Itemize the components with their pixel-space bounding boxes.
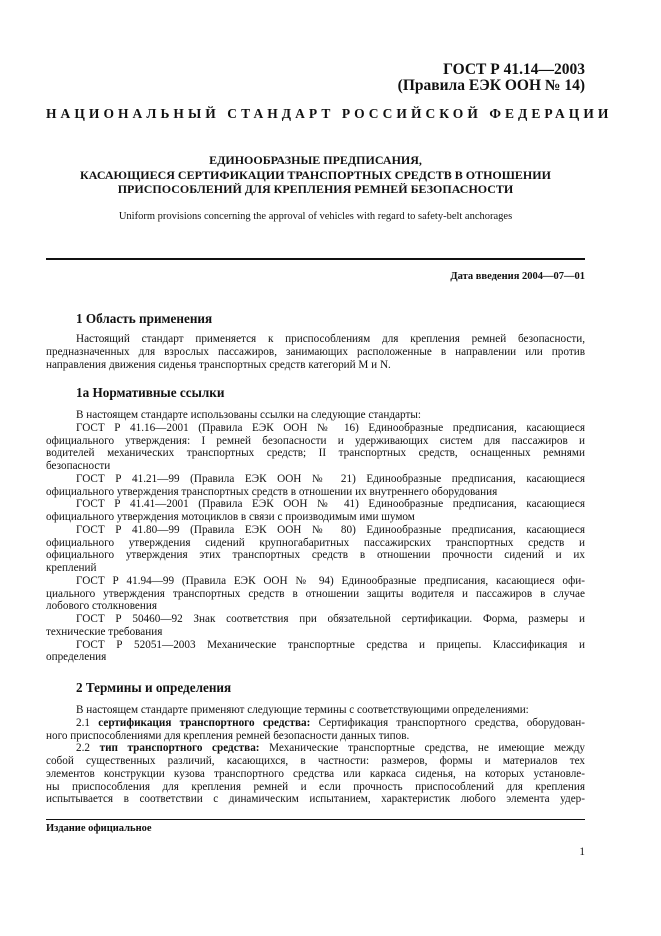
page-number: 1 bbox=[579, 846, 585, 858]
header-divider bbox=[46, 258, 585, 260]
reference-line: ГОСТ Р 41.80—99 (Правила ЕЭК ООН № 80) Единообразные предписания, касающиеся bbox=[76, 523, 585, 536]
definition-line bbox=[46, 717, 585, 730]
standard-designation bbox=[398, 62, 585, 94]
reference-line: ГОСТ Р 52051—2003 Механические транспортные средства и прицепы. Классификация и bbox=[76, 638, 585, 651]
reference-line: ГОСТ Р 41.94—99 (Правила ЕЭК ООН № 94) Единообразные предписания, касающиеся офи- bbox=[76, 574, 585, 587]
definition-term: тип транспортного средства: bbox=[99, 742, 260, 755]
definition-text: Механические транспортные средства, не имеющие между bbox=[269, 742, 586, 755]
text-line: технические требования bbox=[46, 625, 163, 638]
text-line: Настоящий стандарт применяется к приспособлениям для крепления ремней безопасности, bbox=[76, 333, 585, 345]
text-line: водителей механических транспортных средств; II транспортных средств, оснащенных ремнями bbox=[46, 447, 585, 460]
text-line: В настоящем стандарте использованы ссылки на следующие стандарты: bbox=[76, 409, 421, 421]
text-line: официального утверждения транспортных средств в отношении их внутреннего оборудования bbox=[46, 485, 498, 498]
title-line-1: ЕДИНООБРАЗНЫЕ ПРЕДПИСАНИЯ, bbox=[209, 153, 422, 167]
text-line: ны приспособления для крепления ремней и если прочность приспособлений для крепления bbox=[46, 780, 585, 793]
document-title bbox=[46, 153, 585, 197]
reference-line: ГОСТ Р 41.21—99 (Правила ЕЭК ООН № 21) Единообразные предписания, касающиеся bbox=[76, 472, 585, 485]
section-2-body bbox=[46, 704, 585, 806]
section-1a-body bbox=[46, 409, 585, 664]
text-line: собой существенных различий, касающихся, в частности: размеров, формы и материалов тех bbox=[46, 755, 585, 767]
english-title: Uniform provisions concerning the approval of vehicles with regard to safety-belt anchorages bbox=[118, 211, 513, 222]
section-1a-heading: 1а Нормативные ссылки bbox=[76, 385, 225, 400]
reference-line: ГОСТ Р 41.41—2001 (Правила ЕЭК ООН № 41) Единообразные предписания, касающиеся bbox=[76, 498, 585, 511]
text-line: официального утверждения мотоциклов в связи с производимым ими шумом bbox=[46, 511, 415, 523]
section-1-body bbox=[46, 333, 585, 371]
official-edition-label: Издание официальное bbox=[46, 823, 152, 834]
text-line: направления движения сиденья транспортных средств категорий M и N. bbox=[46, 358, 391, 371]
introduction-date: Дата введения 2004—07—01 bbox=[450, 271, 585, 282]
text-line: лобового столкновения bbox=[46, 600, 158, 613]
title-line-2: КАСАЮЩИЕСЯ СЕРТИФИКАЦИИ ТРАНСПОРТНЫХ СРЕДСТВ В ОТНОШЕНИИ bbox=[80, 167, 551, 182]
footer-divider bbox=[46, 819, 585, 820]
definition-text: Сертификация транспортного средства, оборудован- bbox=[318, 716, 586, 729]
text-line: официального утверждения: I ремней безопасности и удерживающих систем для пассажиров и bbox=[46, 434, 585, 447]
definition-line bbox=[46, 742, 585, 755]
section-1-heading: 1 Область применения bbox=[76, 311, 213, 326]
title-line-3: ПРИСПОСОБЛЕНИЙ ДЛЯ КРЕПЛЕНИЯ РЕМНЕЙ БЕЗОПАСНОСТИ bbox=[117, 182, 514, 196]
definition-number: 2.1 bbox=[76, 716, 90, 729]
national-standard-banner: НАЦИОНАЛЬНЫЙ СТАНДАРТ РОССИЙСКОЙ ФЕДЕРАЦИИ bbox=[46, 106, 613, 121]
definition-number: 2.2 bbox=[76, 742, 90, 755]
designation-rule: (Правила ЕЭК ООН № 14) bbox=[397, 77, 585, 94]
text-line: официального утверждения этих транспортных средств в отношении прочности сидений и их bbox=[46, 549, 585, 562]
reference-line: ГОСТ Р 41.16—2001 (Правила ЕЭК ООН № 16) Единообразные предписания, касающиеся bbox=[76, 421, 585, 434]
text-line: креплений bbox=[46, 562, 97, 574]
definition-term: сертификация транспортного средства: bbox=[98, 716, 311, 729]
text-line: предназначенных для взрослых пассажиров, занимающих расположенные в направлении или против bbox=[46, 345, 585, 358]
text-line: официального утверждения сидений крупногабаритных пассажирских транспортных средств и bbox=[46, 536, 585, 549]
text-line: ного приспособлениями для крепления ремней безопасности данных типов. bbox=[46, 729, 410, 742]
text-line: определения bbox=[46, 651, 107, 664]
text-line: испытывается в соответствии с динамическим испытанием, характеристик любого элемента удер- bbox=[46, 793, 585, 806]
reference-line: ГОСТ Р 50460—92 Знак соответствия при обязательной сертификации. Форма, размеры и bbox=[76, 613, 585, 625]
text-line: безопасности bbox=[46, 460, 111, 472]
section-2-heading: 2 Термины и определения bbox=[76, 680, 232, 695]
text-line: циального утверждения транспортных средств в отношении защиты водителя и пассажиров в случае bbox=[46, 587, 585, 600]
text-line: элементов конструкции кузова транспортного средства или каркаса сиденья, на которых установле- bbox=[46, 767, 585, 780]
designation-number: ГОСТ Р 41.14—2003 bbox=[443, 61, 585, 78]
text-line: В настоящем стандарте применяют следующие термины с соответствующими определениями: bbox=[76, 704, 529, 716]
